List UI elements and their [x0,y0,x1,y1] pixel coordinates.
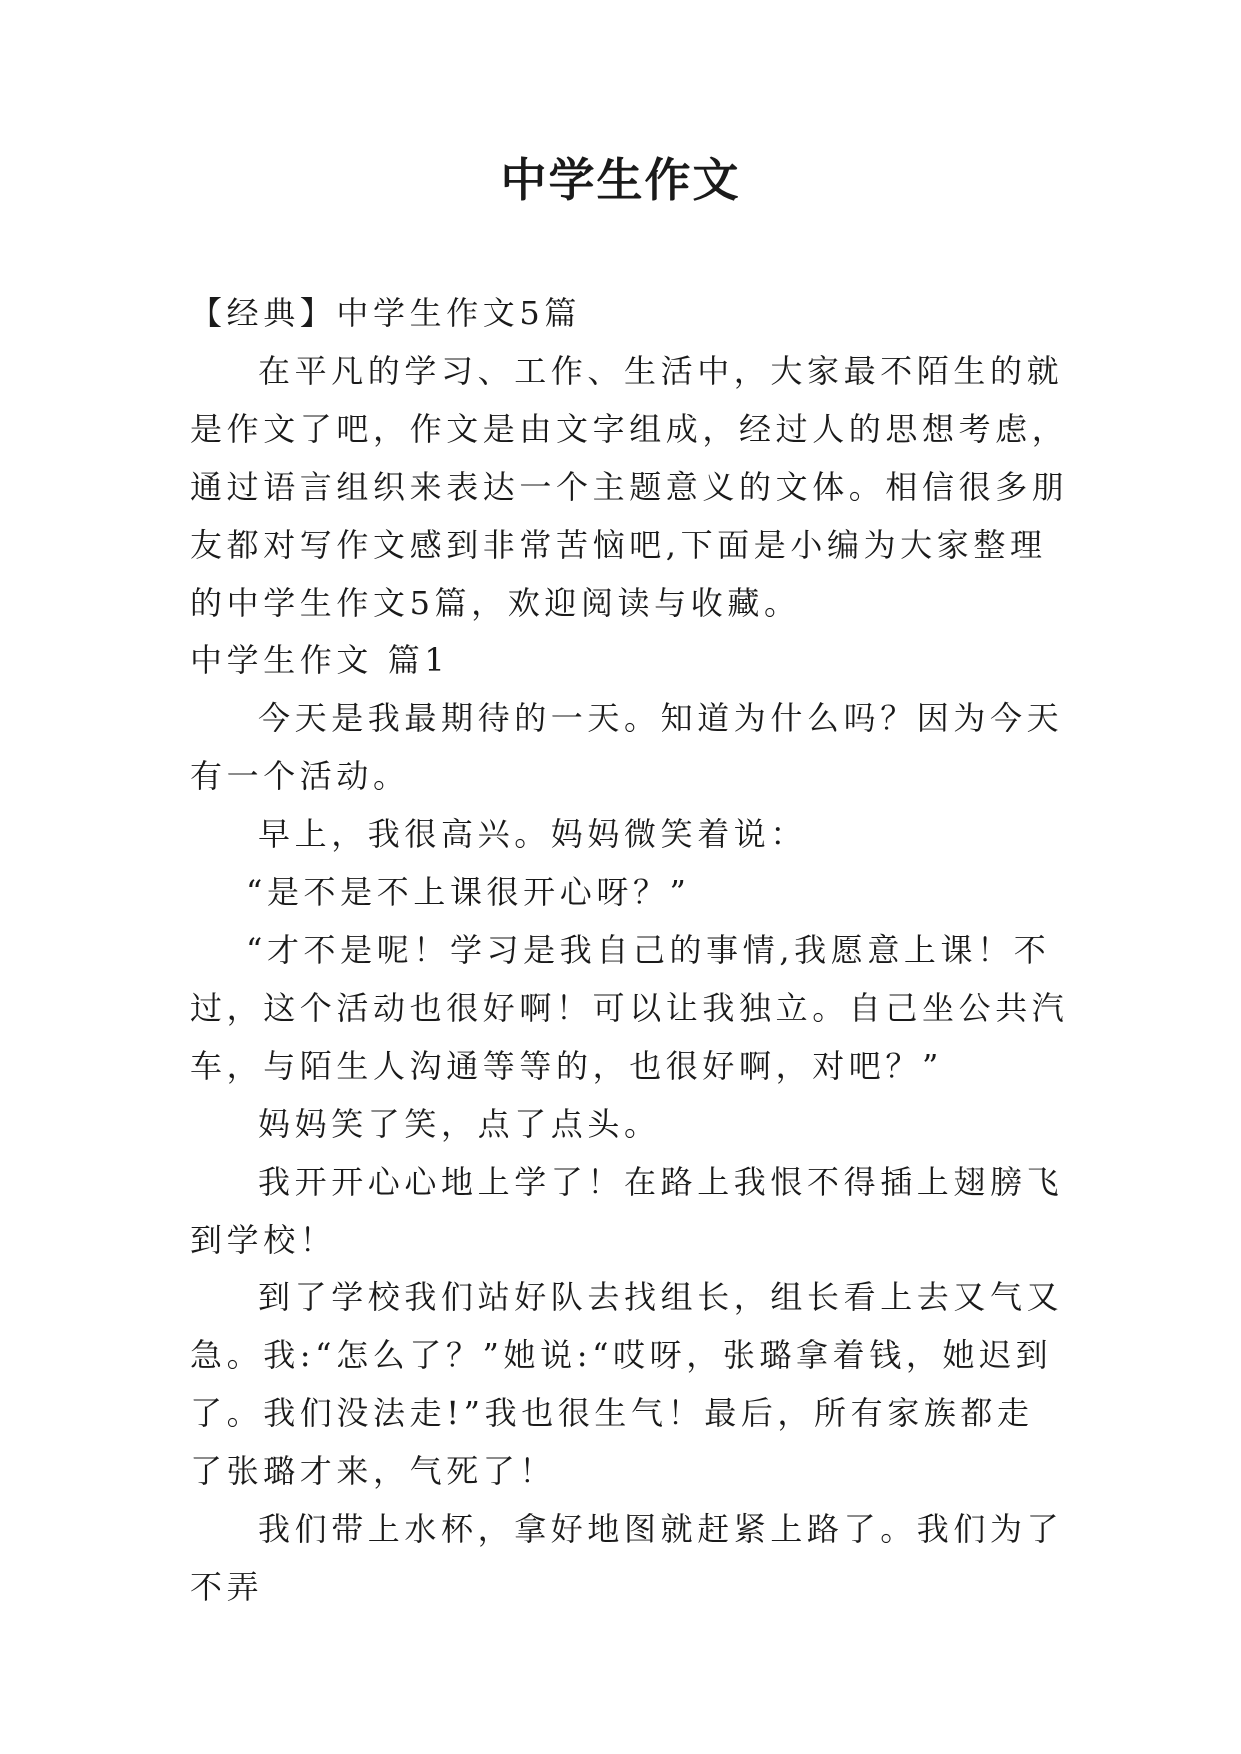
subtitle-line: 【经典】中学生作文5篇 [190,294,581,332]
document-body [190,285,1070,1617]
paragraph: 今天是我最期待的一天。知道为什么吗？因为今天有一个活动。 [190,699,1064,796]
section-heading: 中学生作文 篇1 [190,641,450,680]
paragraph: 妈妈笑了笑，点了点头。 [258,1104,661,1143]
document-title: 中学生作文 [500,153,741,207]
paragraph: 到了学校我们站好队去找组长，组长看上去又气又急。我:“怎么了？”她说:“哎呀，张璐拿着钱，她迟到了。我们没法走!”我也很生气！最后，所有家族都走了张璐才来，气死了！ [190,1278,1064,1491]
paragraph: 我开开心心地上学了！在路上我恨不得插上翅膀飞到学校！ [190,1162,1064,1259]
dialogue-paragraph: “才不是呢！学习是我自己的事情,我愿意上课！不过，这个活动也很好啊！可以让我独立。自己坐公共汽车，与陌生人沟通等等的，也很好啊，对吧？” [190,930,1069,1085]
paragraph: 早上，我很高兴。妈妈微笑着说： [258,815,808,854]
paragraph: 我们带上水杯，拿好地图就赶紧上路了。我们为了不弄 [190,1510,1064,1606]
intro-paragraph: 在平凡的学习、工作、生活中，大家最不陌生的就是作文了吧，作文是由文字组成，经过人的思想考虑，通过语言组织来表达一个主题意义的文体。相信很多朋友都对写作文感到非常苦恼吧,下面是小编为大家整理的中学生作文5篇，欢迎阅读与收藏。 [190,351,1069,622]
dialogue-paragraph: “是不是不上课很开心呀？” [246,873,691,912]
